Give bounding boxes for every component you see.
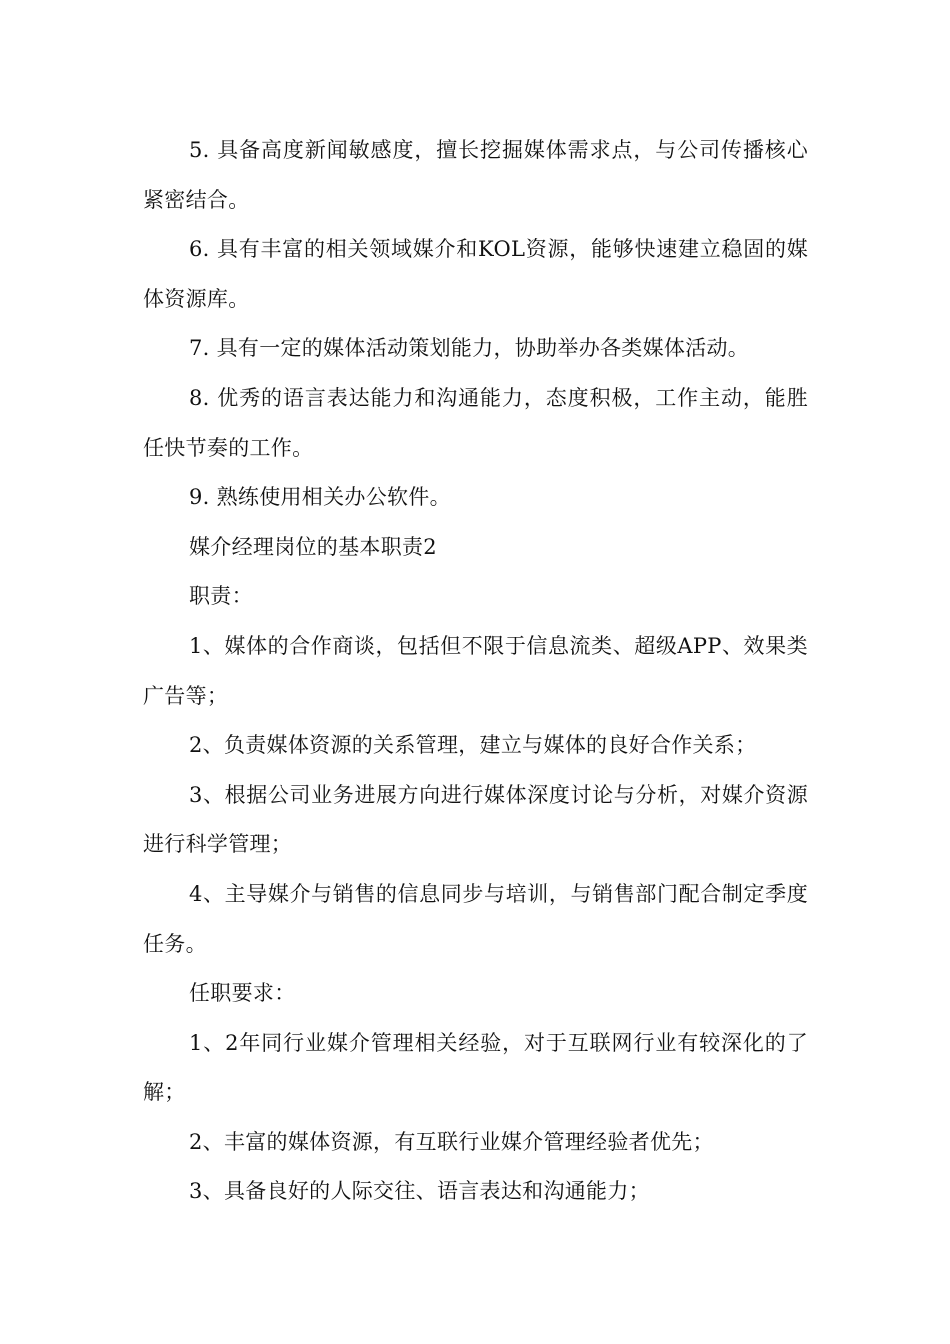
qualification-item-3: 3、具备良好的人际交往、语言表达和沟通能力； [189, 1179, 650, 1204]
qualification-item-1: 1、2年同行业媒介管理相关经验，对于互联网行业有较深化的了解； [143, 1030, 808, 1105]
duties-heading: 职责： [189, 584, 253, 609]
qualification-item-2: 2、丰富的媒体资源，有互联行业媒介管理经验者优先； [189, 1129, 714, 1154]
requirement-item-8: 8. 优秀的语言表达能力和沟通能力，态度积极，工作主动，能胜任快节奏的工作。 [143, 385, 808, 460]
document-body [143, 126, 808, 1217]
requirement-item-9: 9. 熟练使用相关办公软件。 [189, 485, 451, 510]
requirement-item-6: 6. 具有丰富的相关领域媒介和KOL资源，能够快速建立稳固的媒体资源库。 [143, 237, 808, 311]
duty-item-3: 3、根据公司业务进展方向进行媒体深度讨论与分析，对媒介资源进行科学管理； [143, 782, 808, 857]
requirement-item-5: 5. 具备高度新闻敏感度，擅长挖掘媒体需求点，与公司传播核心紧密结合。 [143, 138, 808, 212]
qualifications-heading: 任职要求： [189, 981, 296, 1006]
duty-item-4: 4、主导媒介与销售的信息同步与培训，与销售部门配合制定季度任务。 [143, 881, 808, 956]
requirement-item-7: 7. 具有一定的媒体活动策划能力，协助举办各类媒体活动。 [189, 336, 750, 361]
duty-item-1: 1、媒体的合作商谈，包括但不限于信息流类、超级APP、效果类广告等； [143, 633, 808, 708]
duty-item-2: 2、负责媒体资源的关系管理，建立与媒体的良好合作关系； [189, 733, 757, 758]
section-heading: 媒介经理岗位的基本职责2 [189, 534, 437, 559]
